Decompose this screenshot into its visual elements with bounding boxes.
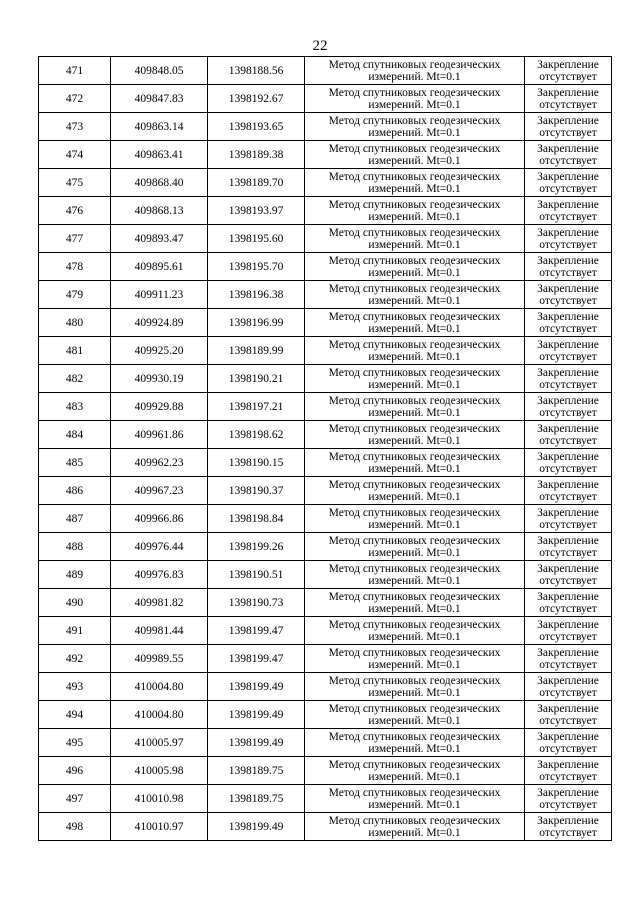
method-cell-line1: Метод спутниковых геодезических [328,478,501,491]
method-cell-line2: измерений. Mt=0.1 [368,98,461,111]
table-row [39,785,612,813]
point-number-cell: 486 [39,477,111,505]
y-coordinate-cell: 1398199.49 [208,813,305,841]
fixation-cell-line2: отсутствует [539,490,597,503]
method-cell-line1: Метод спутниковых геодезических [328,730,501,743]
fixation-cell-line2: отсутствует [539,294,597,307]
coordinates-table [38,56,612,841]
fixation-cell [525,393,612,421]
method-cell [305,729,525,757]
fixation-cell-line1: Закрепление [537,590,599,603]
table-row [39,197,612,225]
y-coordinate-cell: 1398199.26 [208,533,305,561]
fixation-cell-line2: отсутствует [539,826,597,839]
table-row [39,477,612,505]
method-cell-line1: Метод спутниковых геодезических [328,58,501,71]
method-cell-line2: измерений. Mt=0.1 [368,210,461,223]
x-coordinate-cell: 410005.98 [111,757,208,785]
fixation-cell-line1: Закрепление [537,618,599,631]
fixation-cell-line1: Закрепление [537,646,599,659]
table-row [39,701,612,729]
y-coordinate-cell: 1398189.99 [208,337,305,365]
fixation-cell-line2: отсутствует [539,518,597,531]
table-row [39,253,612,281]
fixation-cell-line2: отсутствует [539,770,597,783]
point-number-cell: 474 [39,141,111,169]
x-coordinate-cell: 409863.14 [111,113,208,141]
point-number-cell: 473 [39,113,111,141]
fixation-cell-line1: Закрепление [537,282,599,295]
method-cell-line1: Метод спутниковых геодезических [328,562,501,575]
fixation-cell [525,449,612,477]
method-cell-line1: Метод спутниковых геодезических [328,786,501,799]
y-coordinate-cell: 1398189.70 [208,169,305,197]
fixation-cell-line2: отсутствует [539,798,597,811]
y-coordinate-cell: 1398199.49 [208,729,305,757]
table-body [39,57,612,841]
y-coordinate-cell: 1398193.65 [208,113,305,141]
fixation-cell [525,57,612,85]
y-coordinate-cell: 1398190.73 [208,589,305,617]
method-cell-line2: измерений. Mt=0.1 [368,826,461,839]
y-coordinate-cell: 1398196.99 [208,309,305,337]
method-cell [305,477,525,505]
fixation-cell [525,729,612,757]
fixation-cell-line2: отсутствует [539,406,597,419]
point-number-cell: 498 [39,813,111,841]
fixation-cell-line1: Закрепление [537,674,599,687]
y-coordinate-cell: 1398190.21 [208,365,305,393]
point-number-cell: 495 [39,729,111,757]
table-row [39,113,612,141]
table-row [39,449,612,477]
fixation-cell-line1: Закрепление [537,366,599,379]
fixation-cell-line2: отсутствует [539,434,597,447]
fixation-cell [525,225,612,253]
page-number: 22 [312,38,328,54]
method-cell [305,701,525,729]
x-coordinate-cell: 409911.23 [111,281,208,309]
fixation-cell [525,617,612,645]
table-row [39,617,612,645]
table-row [39,729,612,757]
fixation-cell-line1: Закрепление [537,226,599,239]
table-row [39,421,612,449]
method-cell-line1: Метод спутниковых геодезических [328,702,501,715]
method-cell-line1: Метод спутниковых геодезических [328,422,501,435]
method-cell [305,645,525,673]
fixation-cell-line1: Закрепление [537,338,599,351]
x-coordinate-cell: 409976.44 [111,533,208,561]
x-coordinate-cell: 409868.40 [111,169,208,197]
table-row [39,309,612,337]
method-cell [305,813,525,841]
point-number-cell: 490 [39,589,111,617]
method-cell [305,197,525,225]
fixation-cell-line1: Закрепление [537,534,599,547]
method-cell-line1: Метод спутниковых геодезических [328,170,501,183]
point-number-cell: 484 [39,421,111,449]
method-cell [305,57,525,85]
point-number-cell: 478 [39,253,111,281]
point-number-cell: 471 [39,57,111,85]
fixation-cell [525,505,612,533]
fixation-cell [525,785,612,813]
y-coordinate-cell: 1398198.62 [208,421,305,449]
method-cell-line1: Метод спутниковых геодезических [328,198,501,211]
method-cell-line1: Метод спутниковых геодезических [328,646,501,659]
y-coordinate-cell: 1398197.21 [208,393,305,421]
x-coordinate-cell: 409961.86 [111,421,208,449]
method-cell [305,505,525,533]
fixation-cell [525,309,612,337]
method-cell-line2: измерений. Mt=0.1 [368,294,461,307]
fixation-cell [525,169,612,197]
fixation-cell-line2: отсутствует [539,182,597,195]
fixation-cell [525,421,612,449]
method-cell-line1: Метод спутниковых геодезических [328,338,501,351]
method-cell-line1: Метод спутниковых геодезических [328,814,501,827]
method-cell [305,281,525,309]
method-cell-line2: измерений. Mt=0.1 [368,406,461,419]
table-row [39,337,612,365]
fixation-cell-line1: Закрепление [537,814,599,827]
y-coordinate-cell: 1398190.15 [208,449,305,477]
x-coordinate-cell: 410005.97 [111,729,208,757]
x-coordinate-cell: 409868.13 [111,197,208,225]
fixation-cell [525,813,612,841]
method-cell-line2: измерений. Mt=0.1 [368,322,461,335]
fixation-cell-line1: Закрепление [537,478,599,491]
fixation-cell-line1: Закрепление [537,394,599,407]
x-coordinate-cell: 409925.20 [111,337,208,365]
table-row [39,57,612,85]
x-coordinate-cell: 409981.44 [111,617,208,645]
fixation-cell [525,561,612,589]
point-number-cell: 487 [39,505,111,533]
method-cell [305,141,525,169]
method-cell [305,169,525,197]
method-cell [305,113,525,141]
method-cell-line1: Метод спутниковых геодезических [328,366,501,379]
y-coordinate-cell: 1398189.75 [208,757,305,785]
method-cell [305,449,525,477]
fixation-cell [525,673,612,701]
method-cell [305,617,525,645]
y-coordinate-cell: 1398190.51 [208,561,305,589]
method-cell-line2: измерений. Mt=0.1 [368,434,461,447]
point-number-cell: 476 [39,197,111,225]
method-cell [305,561,525,589]
fixation-cell [525,365,612,393]
fixation-cell-line2: отсутствует [539,70,597,83]
fixation-cell [525,197,612,225]
method-cell [305,673,525,701]
method-cell-line2: измерений. Mt=0.1 [368,630,461,643]
x-coordinate-cell: 409893.47 [111,225,208,253]
method-cell-line1: Метод спутниковых геодезических [328,674,501,687]
point-number-cell: 475 [39,169,111,197]
table-row [39,813,612,841]
point-number-cell: 481 [39,337,111,365]
point-number-cell: 496 [39,757,111,785]
fixation-cell [525,645,612,673]
x-coordinate-cell: 409895.61 [111,253,208,281]
x-coordinate-cell: 410004.80 [111,701,208,729]
fixation-cell-line1: Закрепление [537,506,599,519]
x-coordinate-cell: 409962.23 [111,449,208,477]
x-coordinate-cell: 409924.89 [111,309,208,337]
table-row [39,85,612,113]
y-coordinate-cell: 1398190.37 [208,477,305,505]
method-cell-line2: измерений. Mt=0.1 [368,126,461,139]
fixation-cell-line1: Закрепление [537,142,599,155]
x-coordinate-cell: 409966.86 [111,505,208,533]
fixation-cell-line1: Закрепление [537,450,599,463]
method-cell-line2: измерений. Mt=0.1 [368,490,461,503]
method-cell-line1: Метод спутниковых геодезических [328,450,501,463]
y-coordinate-cell: 1398195.60 [208,225,305,253]
method-cell [305,309,525,337]
table-row [39,673,612,701]
method-cell-line2: измерений. Mt=0.1 [368,238,461,251]
fixation-cell-line2: отсутствует [539,742,597,755]
table-row [39,365,612,393]
fixation-cell [525,757,612,785]
y-coordinate-cell: 1398195.70 [208,253,305,281]
x-coordinate-cell: 410010.98 [111,785,208,813]
fixation-cell [525,477,612,505]
x-coordinate-cell: 410004.80 [111,673,208,701]
method-cell-line2: измерений. Mt=0.1 [368,378,461,391]
y-coordinate-cell: 1398199.47 [208,645,305,673]
method-cell [305,393,525,421]
fixation-cell-line2: отсутствует [539,462,597,475]
method-cell-line1: Метод спутниковых геодезических [328,506,501,519]
point-number-cell: 494 [39,701,111,729]
table-row [39,561,612,589]
method-cell [305,757,525,785]
table-row [39,281,612,309]
x-coordinate-cell: 409989.55 [111,645,208,673]
method-cell-line1: Метод спутниковых геодезических [328,226,501,239]
fixation-cell-line2: отсутствует [539,658,597,671]
method-cell [305,337,525,365]
point-number-cell: 497 [39,785,111,813]
point-number-cell: 493 [39,673,111,701]
method-cell [305,785,525,813]
method-cell [305,253,525,281]
method-cell [305,533,525,561]
point-number-cell: 477 [39,225,111,253]
fixation-cell-line1: Закрепление [537,58,599,71]
method-cell [305,225,525,253]
method-cell-line1: Метод спутниковых геодезических [328,534,501,547]
y-coordinate-cell: 1398198.84 [208,505,305,533]
method-cell-line2: измерений. Mt=0.1 [368,742,461,755]
table-row [39,141,612,169]
point-number-cell: 482 [39,365,111,393]
y-coordinate-cell: 1398188.56 [208,57,305,85]
fixation-cell-line2: отсутствует [539,322,597,335]
method-cell-line1: Метод спутниковых геодезических [328,590,501,603]
table-row [39,393,612,421]
method-cell [305,589,525,617]
fixation-cell-line2: отсутствует [539,574,597,587]
fixation-cell-line1: Закрепление [537,730,599,743]
method-cell-line1: Метод спутниковых геодезических [328,394,501,407]
method-cell-line2: измерений. Mt=0.1 [368,266,461,279]
fixation-cell [525,113,612,141]
table-row [39,645,612,673]
method-cell-line1: Метод спутниковых геодезических [328,142,501,155]
fixation-cell-line2: отсутствует [539,210,597,223]
x-coordinate-cell: 409848.05 [111,57,208,85]
method-cell-line1: Метод спутниковых геодезических [328,282,501,295]
method-cell-line2: измерений. Mt=0.1 [368,714,461,727]
fixation-cell-line2: отсутствует [539,266,597,279]
y-coordinate-cell: 1398199.47 [208,617,305,645]
fixation-cell-line1: Закрепление [537,114,599,127]
fixation-cell [525,701,612,729]
method-cell-line2: измерений. Mt=0.1 [368,798,461,811]
method-cell-line1: Метод спутниковых геодезических [328,254,501,267]
fixation-cell-line2: отсутствует [539,714,597,727]
y-coordinate-cell: 1398199.49 [208,673,305,701]
method-cell-line2: измерений. Mt=0.1 [368,462,461,475]
x-coordinate-cell: 409930.19 [111,365,208,393]
fixation-cell [525,85,612,113]
fixation-cell-line1: Закрепление [537,786,599,799]
method-cell-line2: измерений. Mt=0.1 [368,350,461,363]
y-coordinate-cell: 1398189.75 [208,785,305,813]
fixation-cell-line2: отсутствует [539,126,597,139]
fixation-cell-line1: Закрепление [537,254,599,267]
fixation-cell-line1: Закрепление [537,170,599,183]
method-cell-line2: измерений. Mt=0.1 [368,658,461,671]
method-cell-line2: измерений. Mt=0.1 [368,602,461,615]
fixation-cell-line2: отсутствует [539,238,597,251]
point-number-cell: 488 [39,533,111,561]
x-coordinate-cell: 409847.83 [111,85,208,113]
fixation-cell-line1: Закрепление [537,198,599,211]
fixation-cell-line2: отсутствует [539,630,597,643]
point-number-cell: 491 [39,617,111,645]
x-coordinate-cell: 409976.83 [111,561,208,589]
method-cell-line2: измерений. Mt=0.1 [368,518,461,531]
fixation-cell-line2: отсутствует [539,686,597,699]
method-cell-line1: Метод спутниковых геодезических [328,310,501,323]
table-row [39,225,612,253]
table-row [39,757,612,785]
fixation-cell [525,589,612,617]
x-coordinate-cell: 409981.82 [111,589,208,617]
table-row [39,505,612,533]
fixation-cell-line2: отсутствует [539,546,597,559]
y-coordinate-cell: 1398199.49 [208,701,305,729]
method-cell-line1: Метод спутниковых геодезических [328,114,501,127]
x-coordinate-cell: 410010.97 [111,813,208,841]
method-cell-line2: измерений. Mt=0.1 [368,686,461,699]
table-row [39,169,612,197]
method-cell-line1: Метод спутниковых геодезических [328,86,501,99]
method-cell [305,85,525,113]
fixation-cell-line2: отсутствует [539,602,597,615]
method-cell-line2: измерений. Mt=0.1 [368,574,461,587]
point-number-cell: 472 [39,85,111,113]
method-cell-line2: измерений. Mt=0.1 [368,182,461,195]
fixation-cell [525,141,612,169]
fixation-cell [525,281,612,309]
x-coordinate-cell: 409863.41 [111,141,208,169]
point-number-cell: 480 [39,309,111,337]
y-coordinate-cell: 1398192.67 [208,85,305,113]
method-cell-line2: измерений. Mt=0.1 [368,546,461,559]
point-number-cell: 479 [39,281,111,309]
fixation-cell-line1: Закрепление [537,86,599,99]
fixation-cell-line1: Закрепление [537,758,599,771]
x-coordinate-cell: 409967.23 [111,477,208,505]
y-coordinate-cell: 1398193.97 [208,197,305,225]
fixation-cell [525,337,612,365]
method-cell-line2: измерений. Mt=0.1 [368,770,461,783]
fixation-cell [525,533,612,561]
method-cell-line2: измерений. Mt=0.1 [368,70,461,83]
y-coordinate-cell: 1398189.38 [208,141,305,169]
method-cell [305,365,525,393]
fixation-cell-line1: Закрепление [537,310,599,323]
method-cell-line2: измерений. Mt=0.1 [368,154,461,167]
x-coordinate-cell: 409929.88 [111,393,208,421]
y-coordinate-cell: 1398196.38 [208,281,305,309]
point-number-cell: 485 [39,449,111,477]
fixation-cell-line2: отсутствует [539,98,597,111]
table-row [39,589,612,617]
method-cell-line1: Метод спутниковых геодезических [328,758,501,771]
point-number-cell: 483 [39,393,111,421]
fixation-cell-line2: отсутствует [539,378,597,391]
fixation-cell [525,253,612,281]
method-cell [305,421,525,449]
table-row [39,533,612,561]
point-number-cell: 492 [39,645,111,673]
fixation-cell-line1: Закрепление [537,422,599,435]
fixation-cell-line1: Закрепление [537,702,599,715]
fixation-cell-line2: отсутствует [539,350,597,363]
fixation-cell-line1: Закрепление [537,562,599,575]
point-number-cell: 489 [39,561,111,589]
method-cell-line1: Метод спутниковых геодезических [328,618,501,631]
fixation-cell-line2: отсутствует [539,154,597,167]
